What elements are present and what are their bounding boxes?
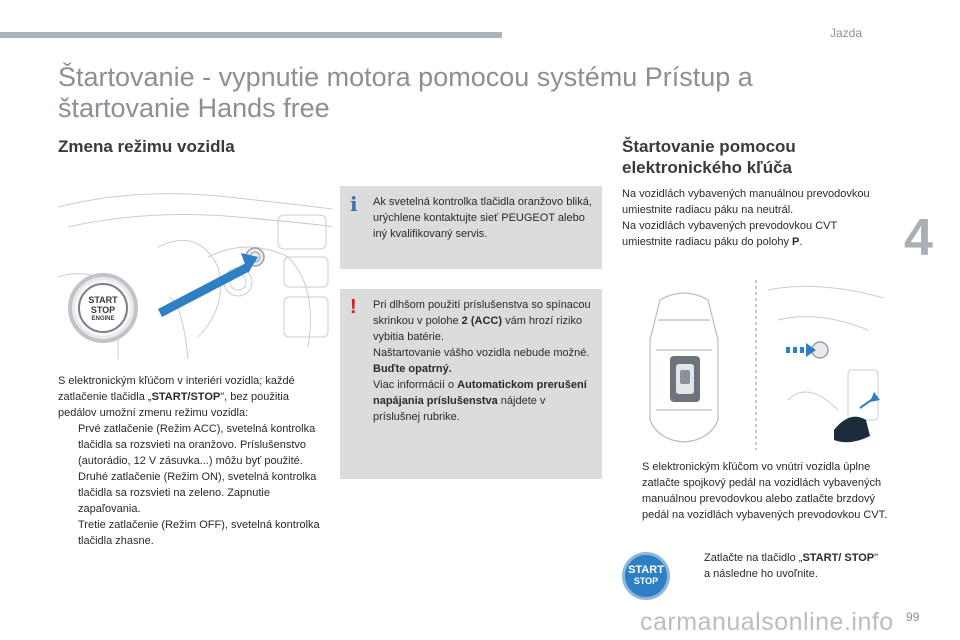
info-box — [340, 186, 602, 269]
info-icon: i — [350, 192, 358, 216]
left-intro-2: ", bez použitia pedálov umožní zmenu režimu vozidla: — [58, 391, 289, 419]
engine-label: ENGINE — [91, 316, 115, 322]
list-item — [622, 459, 892, 523]
warning-t3: Naštartovanie vášho vozidla nebude možné. — [373, 347, 590, 359]
header-bar — [0, 32, 502, 38]
press-2: " a následne ho uvoľnite. — [704, 552, 879, 580]
car-key-illustration — [638, 280, 884, 450]
info-text: Ak svetelná kontrolka tlačidla oranžovo bliká, urýchlene kontaktujte sieť PEUGEOT alebo iný kvalifikovaný servis. — [373, 196, 592, 240]
warning-icon: ! — [350, 296, 357, 318]
left-body-text — [58, 373, 328, 549]
press-bold: START/ STOP — [802, 552, 875, 564]
stop-label: STOP — [90, 305, 116, 315]
dashboard-illustration — [58, 187, 332, 359]
chapter-number: 4 — [904, 209, 933, 267]
bullet-text-1: Prvé zatlačenie (Režim ACC), svetelná kontrolka tlačidla sa rozsvieti na oranžovo. Príslušenstvo (autorádio, 12 V zásuvka...) môžu byť použité. — [78, 423, 316, 467]
right-p2a: Na vozidlách vybavených prevodovkou CVT umiestnite radiacu páku do polohy — [622, 220, 838, 248]
small-start-label: START — [628, 564, 664, 576]
right-heading: Štartovanie pomocou elektronického kľúča — [622, 137, 796, 177]
warning-box — [340, 289, 602, 479]
warning-t5: nájdete v príslušnej rubrike. — [373, 395, 546, 423]
warning-b3: Automatickom prerušení napájania príslušenstva — [373, 379, 587, 407]
right-p1: Na vozidlách vybavených manuálnou prevodovkou umiestnite radiacu páku na neutrál. — [622, 188, 870, 216]
right-p2c: . — [799, 236, 803, 248]
list-item — [58, 421, 328, 469]
left-intro-bold: START/STOP — [151, 391, 221, 403]
warning-t4: Viac informácií o — [373, 379, 458, 391]
warning-t1: Pri dlhšom použití príslušenstva so spínacou skrinkou v polohe — [373, 299, 591, 327]
watermark: carmanualsonline.info — [640, 608, 894, 636]
page-title: Štartovanie - vypnutie motora pomocou systému Prístup a štartovanie Hands free — [58, 62, 753, 123]
press-instruction — [684, 550, 884, 582]
start-stop-engine-face — [78, 283, 128, 333]
list-item — [58, 469, 328, 517]
warning-b1: 2 (ACC) — [461, 315, 503, 327]
press-1: Zatlačte na tlačidlo „ — [704, 552, 803, 564]
page-number: 99 — [906, 610, 920, 624]
bullet-text-2: Druhé zatlačenie (Režim ON), svetelná kontrolka tlačidla sa rozsvieti na zeleno. Zapnutie zapaľovania. — [78, 471, 317, 515]
bullet-text-3: Tretie zatlačenie (Režim OFF), svetelná kontrolka tlačidla zhasne. — [78, 519, 320, 547]
start-stop-engine-button — [68, 273, 138, 343]
start-stop-button-icon — [622, 552, 670, 600]
left-intro-1: S elektronickým kľúčom v interiéri vozidla; každé zatlačenie tlačidla „ — [58, 375, 295, 403]
right-bullet: S elektronickým kľúčom vo vnútri vozidla úplne zatlačte spojkový pedál na vozidlách vybavených manuálnou prevodovkou alebo zatlačte brzdový pedál na vozidlách vybavených prevodovkou CVT. — [642, 461, 888, 521]
list-item — [58, 517, 328, 549]
warning-b2: Buďte opatrný. — [373, 363, 452, 375]
left-intro — [58, 373, 328, 421]
list-item — [684, 550, 884, 582]
left-heading: Zmena režimu vozidla — [58, 137, 235, 156]
right-intro-text — [622, 186, 884, 250]
car-key-drawing — [638, 280, 884, 450]
small-stop-label: STOP — [633, 576, 659, 586]
start-label: START — [88, 295, 118, 305]
right-bullet-text — [622, 459, 892, 523]
right-p2b: P — [792, 236, 800, 248]
right-p2 — [622, 218, 884, 250]
section-label: Jazda — [830, 26, 863, 40]
warning-text — [373, 297, 595, 425]
warning-t2: vám hrozí riziko vybitia batérie. — [373, 315, 583, 343]
